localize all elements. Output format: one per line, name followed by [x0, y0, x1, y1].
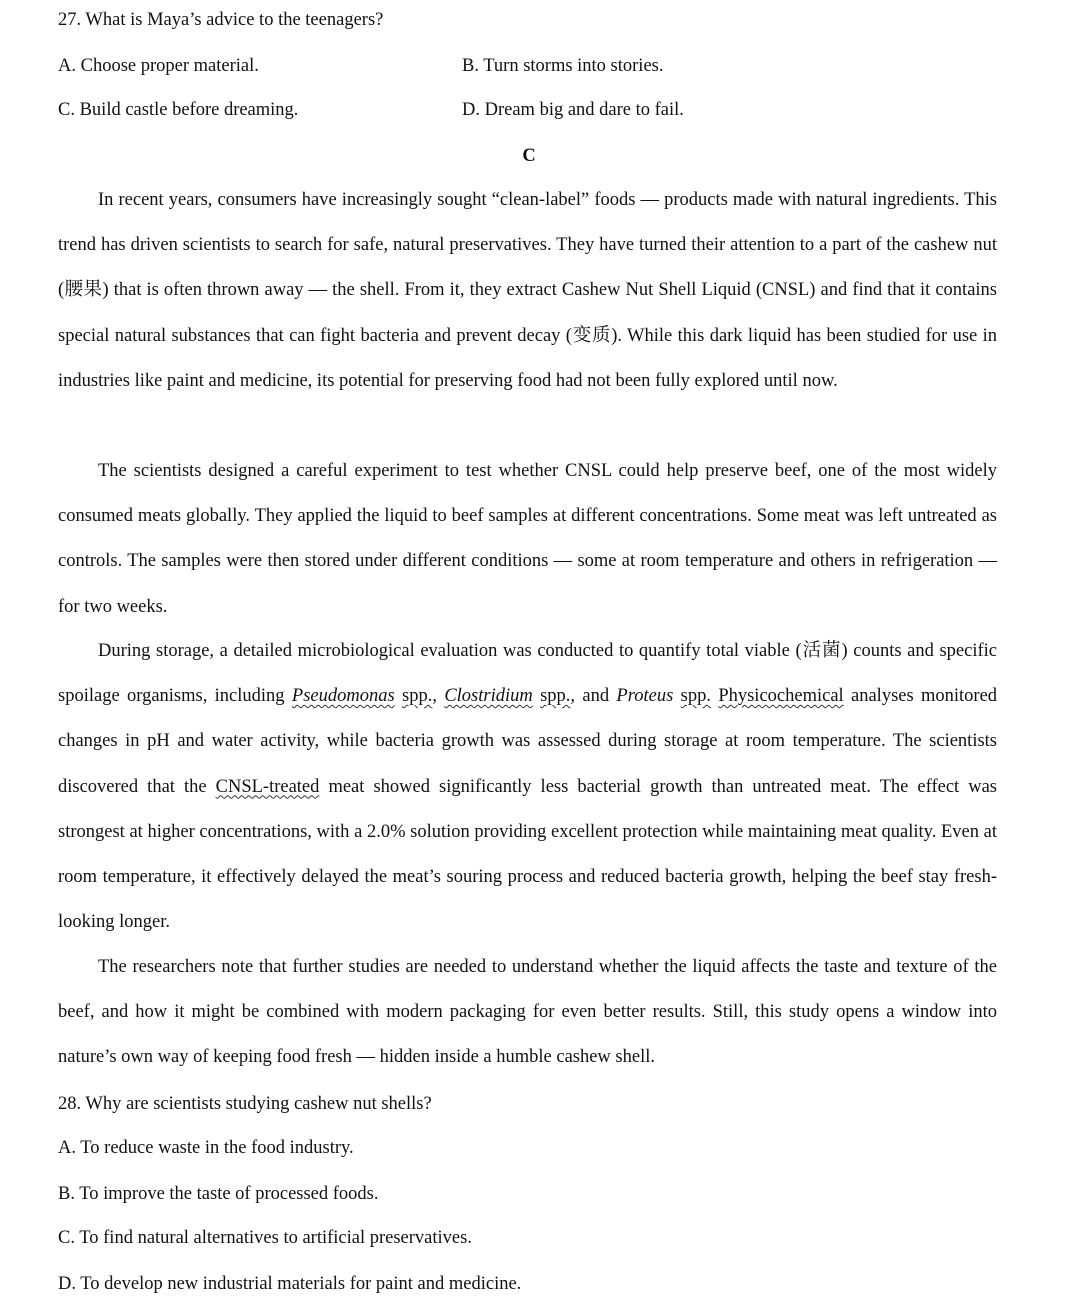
p3-text-1: During storage, a detailed microbiological evaluation was conducted to quantify total viable (活菌) counts and specific spoilage organisms, including — [58, 641, 997, 707]
q27-option-b: B. Turn storms into stories. — [462, 56, 664, 76]
q27-option-c: C. Build castle before dreaming. — [58, 100, 299, 120]
term-cnsl-treated: CNSL-treated — [215, 776, 320, 797]
term-spp-2: spp. — [540, 686, 571, 707]
passage-paragraph-1: In recent years, consumers have increasingly sought “clean-label” foods — products made with natural ingredients. This trend has driven scientists to search for safe, natural preservatives. They have turned their attention to a part of the cashew nut (腰果) that is often thrown away — the shell. From it, they extract Cashew Nut Shell Liquid (CNSL) and find that it contains special natural substances that can fight bacteria and prevent decay (变质). While this dark liquid has been studied for use in industries like paint and medicine, its potential for preserving food had not been fully explored until now. — [58, 190, 997, 391]
q27-option-d: D. Dream big and dare to fail. — [462, 100, 684, 120]
term-physicochemical: Physicochemical — [718, 686, 844, 707]
q28-option-d: D. To develop new industrial materials for paint and medicine. — [58, 1274, 522, 1294]
p3-text-3: meat showed significantly less bacterial growth than untreated meat. The effect was strongest at higher concentrations, with a 2.0% solution providing excellent protection while maintaining meat quality. Even at room temperature, it effectively delayed the meat’s souring process and reduced bacteria growth, helping the beef stay fresh-looking longer. — [58, 776, 997, 933]
term-clostridium: Clostridium — [444, 686, 533, 707]
term-spp-1: spp. — [402, 686, 433, 707]
p3-sep-1: , — [432, 686, 445, 707]
term-proteus: Proteus — [616, 686, 674, 707]
passage-paragraph-4: The researchers note that further studies are needed to understand whether the liquid affects the taste and texture of the beef, and how it might be combined with modern packaging for even better results. Still, this study opens a window into nature’s own way of keeping food fresh — hidden inside a humble cashew shell. — [58, 957, 997, 1068]
q28-option-c: C. To find natural alternatives to artificial preservatives. — [58, 1228, 472, 1248]
question-28: 28. Why are scientists studying cashew nut shells? — [58, 1094, 432, 1114]
q27-option-a: A. Choose proper material. — [58, 56, 259, 76]
question-27: 27. What is Maya’s advice to the teenagers? — [58, 10, 384, 30]
q28-option-b: B. To improve the taste of processed foods. — [58, 1184, 379, 1204]
passage-paragraph-2: The scientists designed a careful experiment to test whether CNSL could help preserve beef, one of the most widely consumed meats globally. They applied the liquid to beef samples at different concentrations. Some meat was left untreated as controls. The samples were then stored under different conditions — some at room temperature and others in refrigeration — for two weeks. — [58, 461, 997, 617]
term-pseudomonas: Pseudomonas — [291, 686, 395, 707]
passage-paragraph-3 — [58, 629, 997, 945]
p3-sep-2: , and — [570, 686, 617, 707]
term-spp-3: spp. — [680, 686, 711, 707]
section-heading-c: C — [522, 146, 536, 166]
q28-option-a: A. To reduce waste in the food industry. — [58, 1138, 354, 1158]
p3-text-2: analyses monitored changes in pH and water activity, while bacteria growth was assessed during storage at room temperature. The scientists discovered that the — [58, 686, 998, 797]
